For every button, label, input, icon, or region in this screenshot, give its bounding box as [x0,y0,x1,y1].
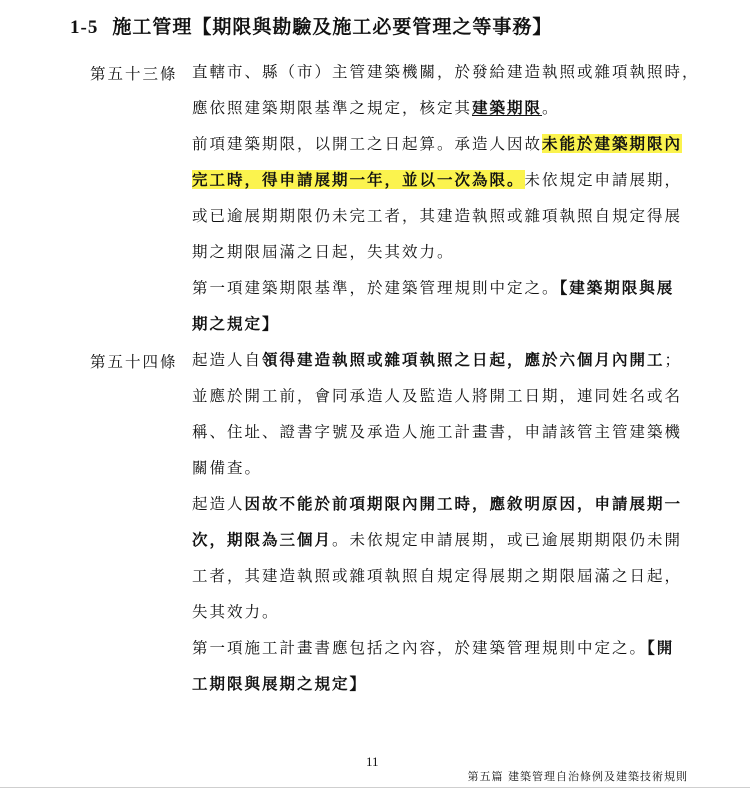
emphasis-text: 【建築期限與展 [559,278,675,297]
article-54-line: 並應於開工前，會同承造人及監造人將開工日期，連同姓名或名 [192,387,683,405]
emphasis-text: 次，期限為三個月 [192,530,333,549]
section-heading [70,12,552,39]
highlighted-text: 完工時，得申請展期一年，並以一次為限。 [192,170,525,189]
emphasis-text: 工期限與展期之規定】 [192,674,368,693]
article-53-line [192,314,280,334]
article-54-line [192,674,367,694]
article-53-line: 前項建築期限，以開工之日起算。承造人因故未能於建築期限內 [192,134,683,153]
article-54-line: 起造人因故不能於前項期限內開工時，應敘明原因，申請展期一 [192,494,683,513]
article-54-line: 起造人自領得建造執照或雜項執照之日起，應於六個月內開工； [192,350,683,369]
article-53-line: 應依照建築期限基準之規定，核定其建築期限。 [192,98,560,117]
highlighted-text: 未能於建築期限內 [542,134,683,153]
article-54-line: 失其效力。 [192,603,280,621]
emphasis-text: 【開 [647,638,675,657]
article-54-line: 工者，其建造執照或雜項執照自規定得展期之期限屆滿之日起， [192,567,683,585]
emphasis-text: 期之規定】 [192,314,280,333]
article-53-line: 直轄市、縣（市）主管建築機關，於發給建造執照或雜項執照時， [192,63,700,81]
article-53-line: 或已逾展期期限仍未完工者，其建造執照或雜項執照自規定得展 [192,207,683,225]
article-54-line: 次，期限為三個月。未依規定申請展期，或已逾展期期限仍未開 [192,530,683,549]
section-title: 施工管理【期限與勘驗及施工必要管理之等事務】 [112,16,553,38]
emphasis-text: 領得建造執照或雜項執照之日起，應於六個月內開工 [262,350,665,369]
footer-divider [0,787,750,788]
article-53-label: 第五十三條 [90,65,178,83]
emphasis-text: 因故不能於前項期限內開工時，應敘明原因，申請展期一 [244,494,683,513]
article-54-line: 稱、住址、證書字號及承造人施工計畫書，申請該管主管建築機 [192,423,683,441]
footer-caption: 第五篇 建築管理自治條例及建築技術規則 [467,770,688,783]
article-53-line: 第一項建築期限基準，於建築管理規則中定之。【建築期限與展 [192,278,675,297]
page-number: 11 [366,754,379,769]
emphasis-text: 建築期限 [472,98,543,117]
article-54-label: 第五十四條 [90,353,178,371]
section-number: 1-5 [70,17,99,38]
article-53-line: 期之期限屆滿之日起，失其效力。 [192,243,455,261]
article-54-line: 關備查。 [192,459,263,477]
article-54-line: 第一項施工計畫書應包括之內容，於建築管理規則中定之。【開 [192,638,675,657]
article-53-line: 完工時，得申請展期一年，並以一次為限。未依規定申請展期， [192,170,683,189]
